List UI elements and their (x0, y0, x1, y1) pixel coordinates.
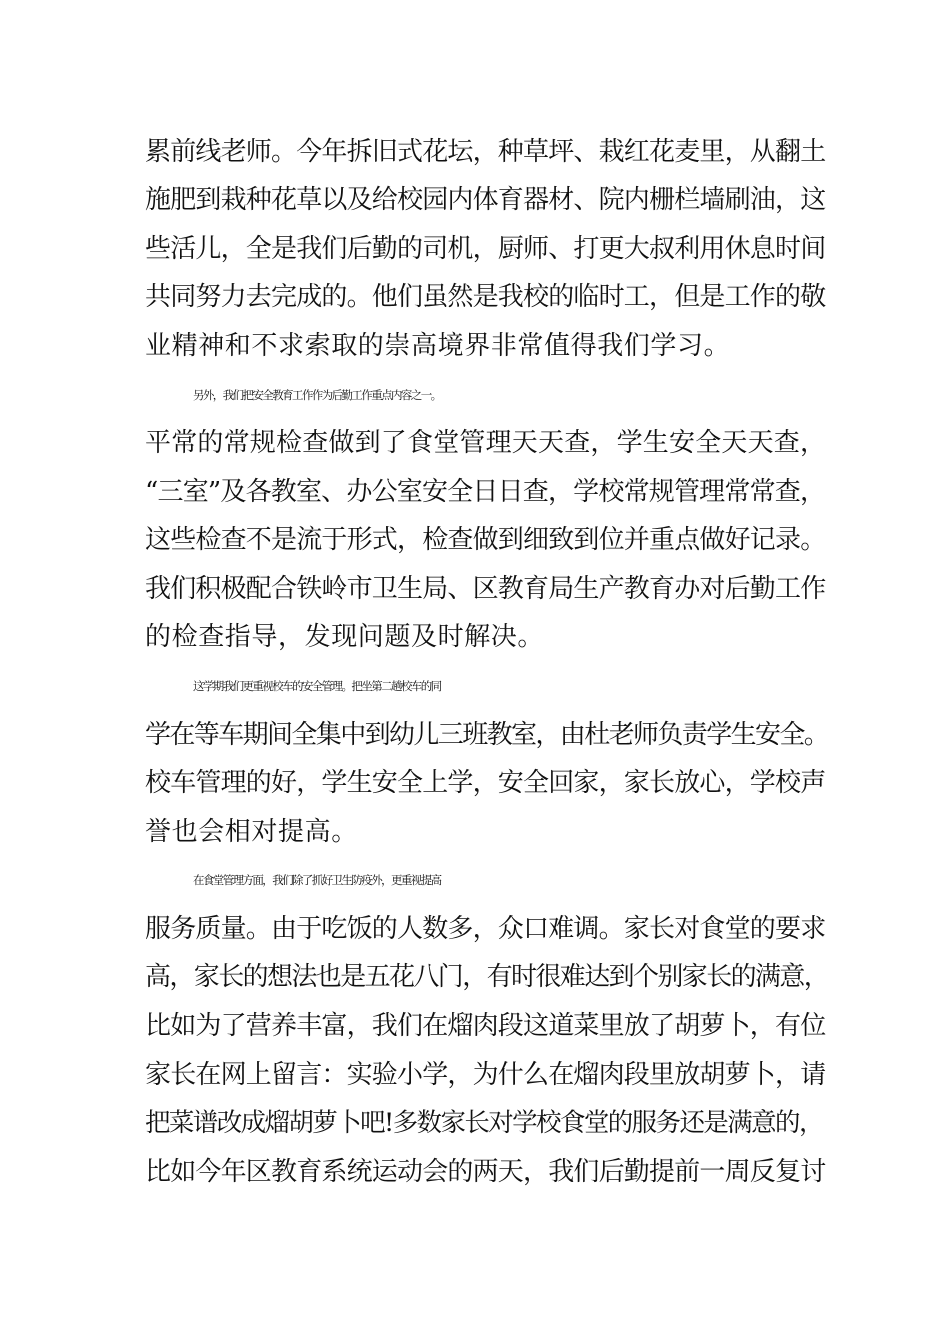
text-line: 比如为了营养丰富，我们在熘肉段这道菜里放了胡萝卜，有位 (145, 1011, 826, 1041)
paragraph-first-line: 这学期我们更重视校车的安全管理。把坐第二趟校车的同 (193, 679, 441, 693)
text-line: 施肥到栽种花草以及给校园内体育器材、院内栅栏墙刷油，这 (145, 185, 826, 215)
text-line: 学在等车期间全集中到幼儿三班教室，由杜老师负责学生安全。 (145, 720, 829, 750)
text-line: 服务质量。由于吃饭的人数多，众口难调。家长对食堂的要求 (145, 914, 826, 944)
paragraph-first-line: 在食堂管理方面，我们除了抓好卫生防疫外，更重视提高 (193, 873, 441, 887)
paragraph-first-line: 另外，我们把安全教育工作作为后勤工作重点内容之一。 (193, 388, 441, 402)
text-line: 家长在网上留言：实验小学，为什么在熘肉段里放胡萝卜，请 (145, 1060, 826, 1090)
text-line: 校车管理的好，学生安全上学，安全回家，家长放心，学校声 (145, 768, 826, 798)
text-line: 高，家长的想法也是五花八门，有时很难达到个别家长的满意， (145, 962, 829, 992)
text-line: 我们积极配合铁岭市卫生局、区教育局生产教育办对后勤工作 (145, 574, 826, 604)
text-line: 共同努力去完成的。他们虽然是我校的临时工，但是工作的敬 (145, 282, 826, 312)
text-line: 的检查指导，发现问题及时解决。 (145, 622, 545, 652)
text-line: 比如今年区教育系统运动会的两天，我们后勤提前一周反复讨 (145, 1157, 826, 1187)
text-line: 些活儿，全是我们后勤的司机，厨师、打更大叔利用休息时间 (145, 234, 826, 264)
text-line: 这些检查不是流于形式，检查做到细致到位并重点做好记录。 (145, 525, 826, 555)
text-line: 平常的常规检查做到了食堂管理天天查，学生安全天天查， (145, 428, 827, 458)
text-line: “三室”及各教室、办公室安全日日查，学校常规管理常常查， (145, 477, 826, 507)
text-line: 累前线老师。今年拆旧式花坛，种草坪、栽红花麦里，从翻土 (145, 137, 826, 167)
text-line: 誉也会相对提高。 (145, 817, 358, 847)
text-line: 业精神和不求索取的崇高境界非常值得我们学习。 (145, 331, 731, 361)
text-line: 把菜谱改成熘胡萝卜吧!多数家长对学校食堂的服务还是满意的， (145, 1108, 823, 1138)
